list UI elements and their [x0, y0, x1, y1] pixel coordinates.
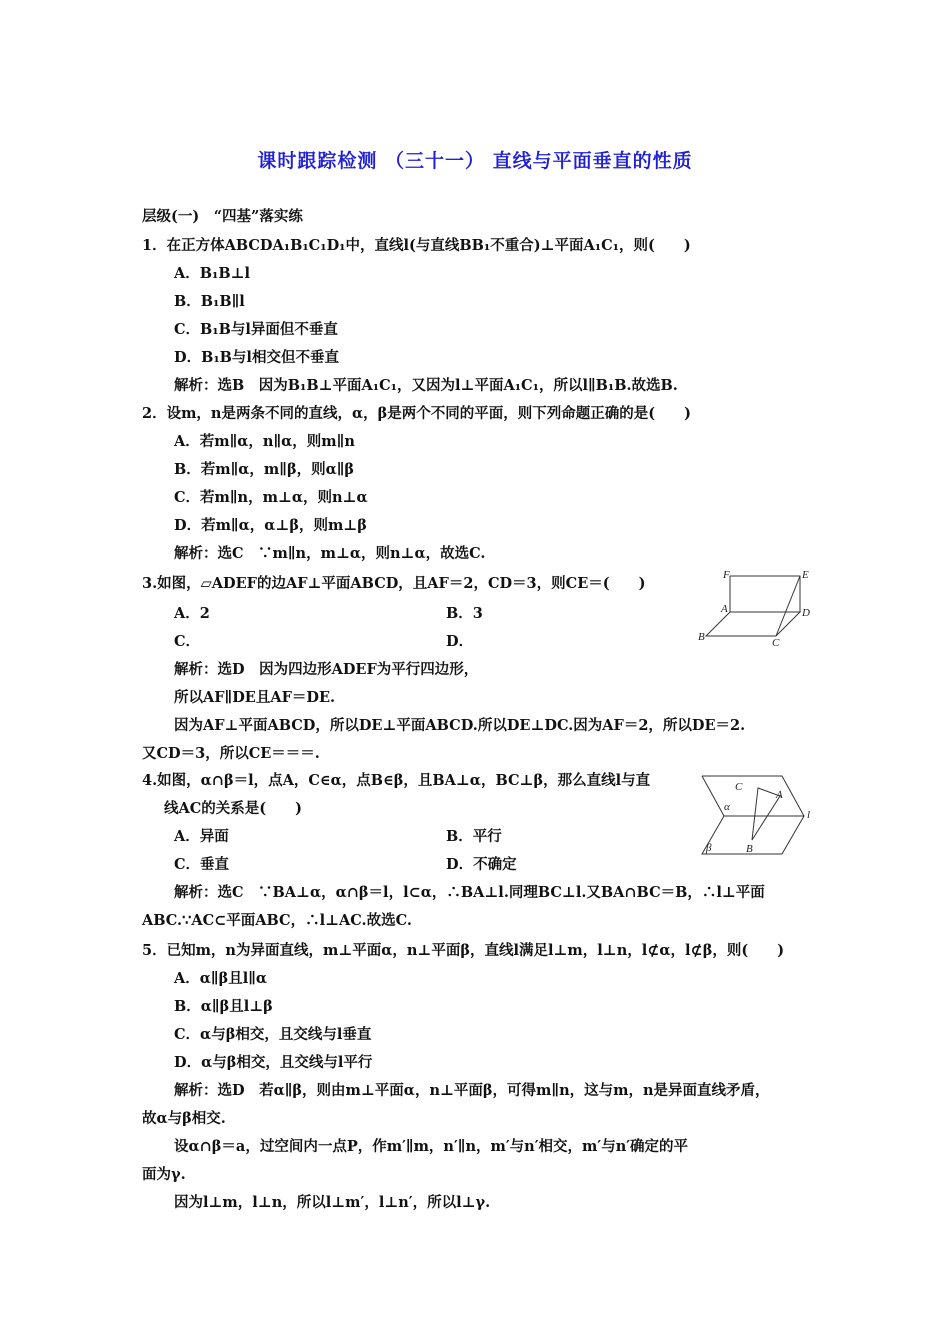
q5-option-d: D．α与β相交，且交线与l平行	[174, 1054, 373, 1071]
q3-option-c: C．	[174, 633, 201, 650]
q4-label-c: C	[735, 781, 743, 793]
q4-label-beta: β	[706, 842, 712, 854]
q5-analysis-line-5: 因为l⊥m，l⊥n，所以l⊥m′，l⊥n′，所以l⊥γ.	[174, 1194, 491, 1211]
q2-option-d: D．若m∥α，α⊥β，则m⊥β	[174, 517, 367, 534]
q4-label-a: A	[776, 789, 783, 801]
q5-analysis-line-2: 故α与β相交.	[142, 1110, 226, 1127]
q5-analysis-line-4: 面为γ.	[142, 1166, 186, 1183]
q3-option-a: A．2	[174, 605, 210, 622]
q3-label-a: A	[721, 603, 728, 615]
q3-label-b: B	[698, 631, 705, 643]
q4-planes-figure	[696, 768, 820, 860]
q3-analysis-line-3: 因为AF⊥平面ABCD，所以DE⊥平面ABCD.所以DE⊥DC.因为AF＝2，所以DE＝2.	[174, 717, 746, 734]
q1-option-c: C．B₁B与l异面但不垂直	[174, 321, 338, 338]
q3-label-e: E	[802, 569, 809, 581]
q3-option-d: D．	[446, 633, 474, 650]
q3-analysis-line-1: 解析：选D 因为四边形ADEF为平行四边形，	[174, 661, 479, 678]
section-heading: 层级(一) “四基”落实练	[142, 208, 303, 225]
q4-option-c: C．垂直	[174, 856, 230, 873]
q1-option-a: A．B₁B⊥l	[174, 265, 251, 282]
q4-stem-line-1: 4.如图，α∩β＝l，点A，C∈α，点B∈β，且BA⊥α，BC⊥β，那么直线l与直	[142, 772, 651, 789]
q3-label-c: C	[772, 637, 780, 649]
q2-stem: 2．设m，n是两条不同的直线，α，β是两个不同的平面，则下列命题正确的是( )	[142, 405, 691, 422]
q4-analysis-line-1: 解析：选C ∵BA⊥α，α∩β＝l，l⊂α，∴BA⊥l.同理BC⊥l.又BA∩BC＝B，∴l⊥平面	[174, 884, 765, 901]
q1-option-d: D．B₁B与l相交但不垂直	[174, 349, 339, 366]
page-title: 课时跟踪检测 （三十一） 直线与平面垂直的性质	[257, 150, 693, 172]
q5-stem: 5．已知m，n为异面直线，m⊥平面α，n⊥平面β，直线l满足l⊥m，l⊥n，l⊄α，l⊄β，则( )	[142, 942, 785, 959]
q1-option-b: B．B₁B∥l	[174, 293, 245, 310]
q4-label-b: B	[746, 843, 753, 855]
q5-option-b: B．α∥β且l⊥β	[174, 998, 273, 1015]
q3-label-f: F	[723, 569, 730, 581]
q4-option-d: D．不确定	[446, 856, 517, 873]
q3-stem: 3.如图，▱ADEF的边AF⊥平面ABCD，且AF＝2，CD＝3，则CE＝( )	[142, 575, 646, 592]
q3-option-b: B．3	[446, 605, 483, 622]
q2-option-a: A．若m∥α，n∥α，则m∥n	[174, 433, 355, 450]
q4-option-b: B．平行	[446, 828, 502, 845]
q4-stem-line-2: 线AC的关系是( )	[164, 800, 303, 817]
q4-label-l: l	[807, 809, 811, 821]
q2-option-c: C．若m∥n，m⊥α，则n⊥α	[174, 489, 368, 506]
q2-option-b: B．若m∥α，m∥β，则α∥β	[174, 461, 355, 478]
q5-option-a: A．α∥β且l∥α	[174, 970, 268, 987]
q3-label-d: D	[802, 607, 810, 619]
q1-analysis: 解析：选B 因为B₁B⊥平面A₁C₁，又因为l⊥平面A₁C₁，所以l∥B₁B.故选B.	[174, 377, 678, 394]
q4-analysis-line-2: ABC.∵AC⊂平面ABC，∴l⊥AC.故选C.	[142, 912, 412, 929]
q3-analysis-line-4: 又CD＝3，所以CE＝＝＝.	[142, 745, 320, 762]
q4-option-a: A．异面	[174, 828, 229, 845]
q5-analysis-line-3: 设α∩β＝a，过空间内一点P，作m′∥m，n′∥n，m′与n′相交，m′与n′确定的平	[174, 1138, 689, 1155]
q3-analysis-line-2: 所以AF∥DE且AF＝DE.	[174, 689, 336, 706]
q3-parallelogram-figure	[696, 566, 816, 652]
q2-analysis: 解析：选C ∵m∥n，m⊥α，则n⊥α，故选C.	[174, 545, 486, 562]
q4-label-alpha: α	[724, 801, 730, 813]
q1-stem: 1．在正方体ABCDA₁B₁C₁D₁中，直线l(与直线BB₁不重合)⊥平面A₁C₁，则( )	[142, 237, 691, 254]
q5-option-c: C．α与β相交，且交线与l垂直	[174, 1026, 372, 1043]
q5-analysis-line-1: 解析：选D 若α∥β，则由m⊥平面α，n⊥平面β，可得m∥n，这与m，n是异面直线矛盾，	[174, 1082, 770, 1099]
